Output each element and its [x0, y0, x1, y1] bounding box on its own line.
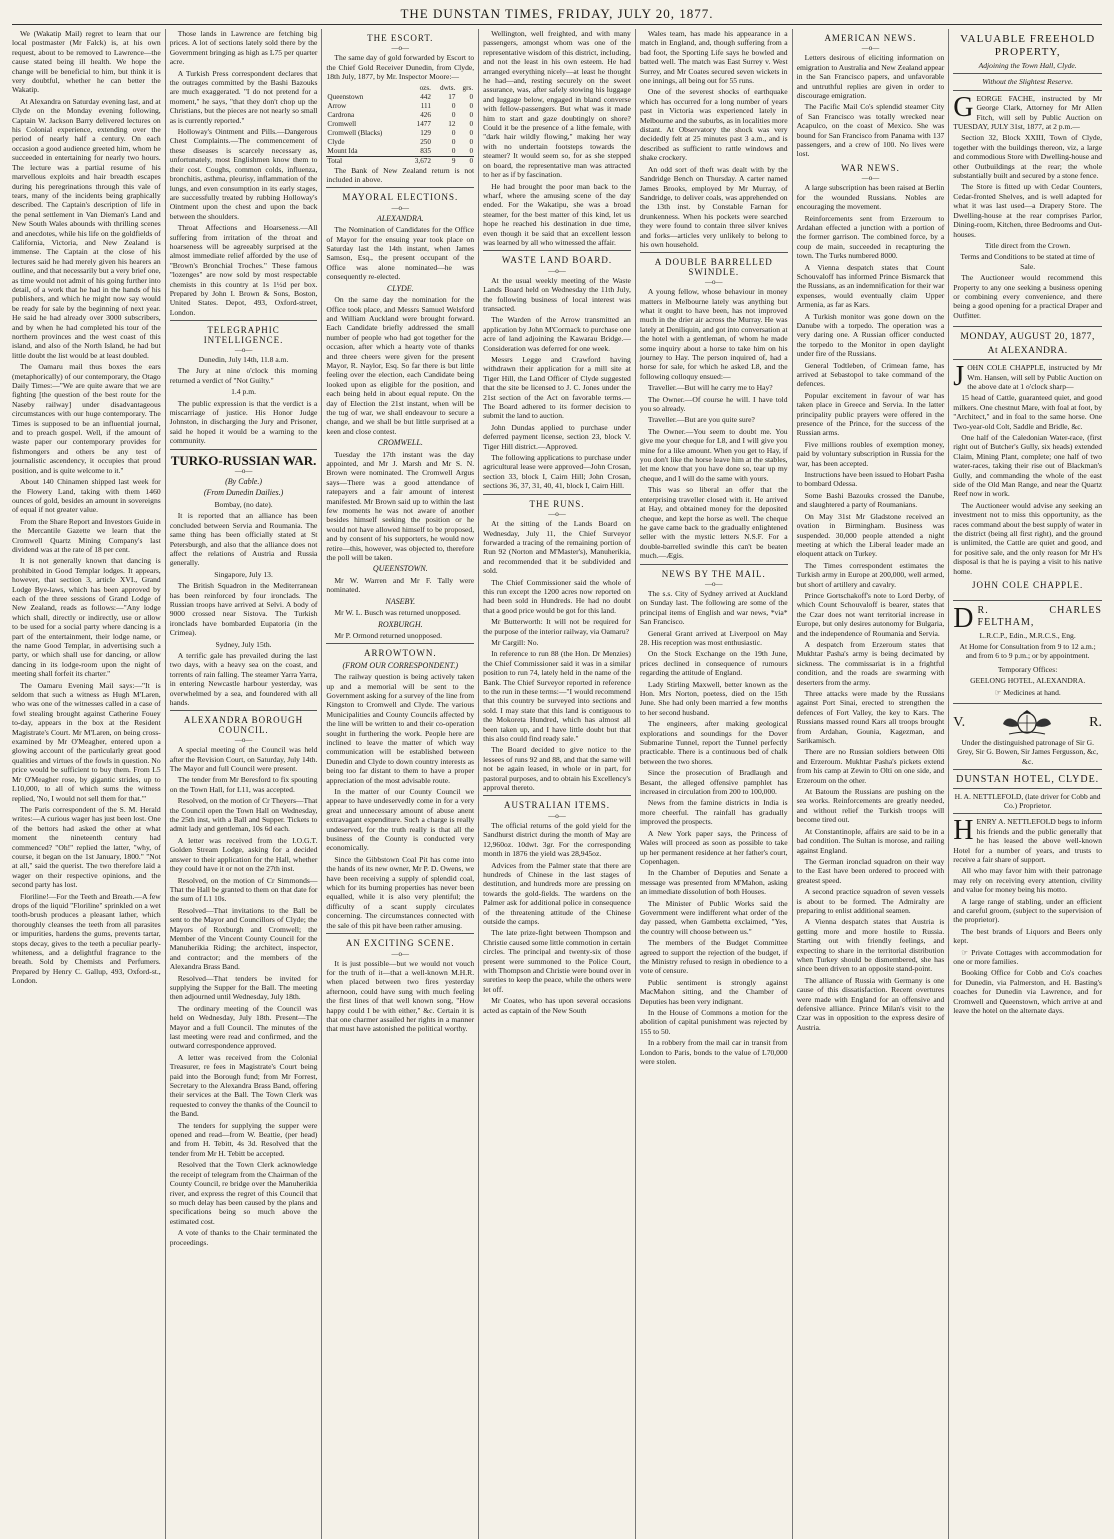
paragraph: The alliance of Russia with Germany is one cause of this dissatisfaction. Recent overtures were made with England for an offensive and defensive alliance. Prince Milan's visit to the Czar was in opposition to the express desire of Austria.	[796, 975, 945, 1032]
table-header: grs.	[462, 83, 474, 92]
ad-text: The Store is fitted up with Cedar Counters, Cedar-fronted Shelves, and is well adapted for what it was last used—a Drapery Store. The Dwelling-house at the rear comprises Parlor, Dining-room, Kitchen, three Bedrooms and Out-houses.	[953, 182, 1102, 239]
paragraph: A letter was received from the Colonial Treasurer, re fees in Magistrate's Court being paid into the Borough fund; from Mr Forrest, Secretary to the Alexandra Brass Band, offering their services at the Ball. The Town Clerk was requested to convey the thanks of the Council to the Band.	[169, 1052, 318, 1119]
table-row	[326, 129, 474, 138]
dateline: 1.4 p.m.	[231, 387, 257, 397]
divider	[170, 449, 318, 450]
paragraph: The official returns of the gold yield for the Sandhurst district during the month of May are 12,960oz. 10dwt. 3gr. For the corresponding month in 1876 the yield was 28,945oz.	[483, 820, 631, 859]
subheading: (By Cable.)	[225, 477, 262, 487]
escort-amount: 9	[432, 156, 456, 166]
subheading: ROXBURGH.	[377, 619, 423, 629]
ad-text: At Home for Consultation from 9 to 12 a.m.; and from 6 to 9 p.m.; or by appointment.	[959, 641, 1096, 661]
ad-text: Booking Office for Cobb and Co's coaches for Dunedin, via Palmerston, and H. Basting's coaches for Dunedin via Lawrence, and for Cromwell and Queenstown, which arrive at and leave the hotel on the alternate days.	[953, 968, 1102, 1016]
paragraph: In the House of Commons a motion for the abolition of capital punishment was rejected by 155 to 50.	[639, 1008, 788, 1036]
paragraph: Popular excitement in favour of war has taken place in Greece and Servia. In the latter principality public prayers were offered in the presence of the Prince, for the success of the Russian arms.	[796, 390, 945, 438]
section-heading: MAYORAL ELECTIONS.	[342, 192, 459, 203]
escort-amount: 442	[420, 92, 431, 101]
ad-text: The best brands of Liquors and Beers only kept.	[953, 926, 1102, 946]
escort-place: Arrow	[327, 101, 347, 110]
paragraph: The Chief Commissioner said the whole of this run except the 1200 acres now reported on had been sold in Hundreds. He had no doubt that a good price would be got for this land.	[483, 577, 631, 615]
ad-text: The Auctioneer would advise any seeking an investment not to miss this opportunity, as the races command about the best supply of water in the district (being all first right), and the ground is unlimited, the Cattle are quiet and good, and for positive sale, and the only reason for Mr H's disposal is that he is paying a visit to his native home.	[953, 500, 1102, 576]
paragraph: General Todtleben, of Crimean fame, has arrived at Sebastopol to take command of the defences.	[796, 360, 945, 389]
paragraph: The engineers, after making geological explorations and soundings for the Dover Submarine Tunnel, report the Tunnel perfectly practicable. There is a continuous bed of chalk between the two shores.	[639, 719, 788, 766]
paragraph: The Board decided to give notice to the lessees of runs 92 and 88, and that the same will not be again leased, in whole or in part, for pastoral purposes, and to obtain his Excellency's approval thereto.	[483, 745, 631, 793]
escort-amount: 0	[469, 137, 474, 146]
dateline: Bombay, (no date).	[214, 499, 273, 509]
paragraph: The Bank of New Zealand return is not included in above.	[326, 165, 475, 185]
paragraph: The tenders for supplying the supper were opened and read—from W. Beattie, (per head) and from H. Tebitt, 4s 3d. Resolved that the tender from Mr H. Tebitt be accepted.	[169, 1120, 318, 1158]
paragraph: Since the prosecution of Bradlaugh and Besant, the alleged offensive pamphlet has increased in circulation from 200 to 100,000.	[639, 768, 788, 797]
paragraph: A large subscription has been raised at Berlin for the wounded Russians. Nobles are encouraging the movement.	[796, 183, 945, 212]
escort-place: Queenstown	[327, 92, 364, 101]
ad-text: Under the distinguished patronage of Sir G. Grey, Sir G. Bowen, Sir James Fergusson, &c, &c.	[957, 737, 1099, 766]
column-2	[165, 29, 322, 1539]
escort-place: Total	[326, 156, 406, 166]
ad-text: L.R.C.P., Edin., M.R.C.S., Eng.	[979, 630, 1076, 640]
drop-cap: H	[953, 815, 974, 847]
paragraph: A special meeting of the Council was held after the Revision Court, on Saturday, July 14th. The Mayor and full Council were present.	[169, 745, 318, 774]
escort-amount: 835	[420, 146, 431, 155]
separator: —o—	[861, 44, 880, 53]
separator: —o—	[861, 174, 880, 183]
pointing-hand-icon: ☞	[994, 687, 1002, 697]
escort-amount: 17	[448, 92, 456, 101]
drop-cap: D	[953, 602, 975, 634]
paragraph: Traveller.—But will he carry me to Hay?	[647, 383, 773, 393]
paragraph: We (Wakatip Mail) regret to learn that our local postmaster (Mr Falck) is, at his own request, about to be removed to Lawrence—the cause stated being ill health. We hope the change will be beneficial to him, but think it is very doubtful, whether he can better the Wakatip.	[12, 29, 161, 95]
paragraph: The Nomination of Candidates for the Office of Mayor for the ensuing year took place on Saturday last the 14th instant, when James Samson, Esq., the present occupant of the Office was alone nominated—he was consequently re-elected.	[326, 225, 475, 282]
separator: —o—	[704, 278, 723, 287]
coat-of-arms-icon	[997, 710, 1057, 736]
royal-crest	[953, 710, 1102, 736]
escort-place: Cardrona	[327, 110, 355, 119]
paragraph: In a robbery from the mail car in transit from London to Paris, bonds to the value of L70,000 were stolen.	[639, 1038, 788, 1067]
paragraph: Mr Coates, who has upon several occasions acted as captain of the New South	[483, 996, 631, 1015]
section-heading: AUSTRALIAN ITEMS.	[504, 800, 610, 811]
dateline: Singapore, July 13.	[214, 569, 273, 579]
subheading: QUEENSTOWN.	[372, 564, 428, 574]
paragraph: The members of the Budget Committee agreed to support the rejection of the budget, if the Ministry refused to resign in obedience to a vote of censure.	[639, 938, 788, 976]
paragraph: From the Share Report and Investors Guide in the Mercantile Gazette we learn that the Cromwell Quartz Mining Company's last dividend was at the rate of 18 per cent.	[12, 516, 161, 554]
paragraph: The late prize-fight between Thompson and Christie caused some little commotion in certain circles. The principal and twenty-six of those present were summoned to the Police Court, with Thompson and Christie were bound over in sureties to keep the peace, while the others were let off.	[483, 928, 631, 994]
section-heading: TELEGRAPHIC INTELLIGENCE.	[203, 325, 284, 345]
escort-amount: 12	[448, 119, 456, 128]
column-5	[635, 29, 792, 1539]
divider	[640, 564, 788, 565]
paragraph: Floriline!—For the Teeth and Breath.—A few drops of the liquid "Floriline" sprinkled on a wet tooth-brush produces a pleasant lather, which thoroughly cleanses the teeth from all parasites or impurities, hardens the gums, prevents tartar, stops decay, gives to the teeth a peculiar pearly-whiteness, and a delightful fragrance to the breath. Sold by Chemists and Perfumers. Prepared by Henry C. Gallup, 493, Oxford-st., London.	[12, 891, 161, 986]
ad-heading: R. CHARLES FELTHAM,	[977, 604, 1102, 628]
ad-text: Private Cottages with accommodation for one or more families.	[953, 947, 1102, 967]
paragraph: In the matter of our County Council we appear to have undeservedly come in for a very great and unnecessary amount of abuse anent extravagant expenditure. Such a charge is really undeserved, for the truth really is that all the business of the County is conducted very economically.	[326, 787, 475, 853]
escort-amount: 0	[469, 92, 474, 101]
section-heading: THE RUNS.	[529, 498, 585, 509]
escort-amount: 129	[420, 128, 431, 137]
paragraph: There are no Russian soldiers between Olti and Erzeroum. Mukhtar Pasha's pickets extend from his camp at Zewin to Olti on one side, and Erzeroum on the other.	[796, 747, 945, 785]
table-row	[326, 147, 474, 157]
paragraph: The ordinary meeting of the Council was held on Wednesday, July 18th. Present—The Mayor and a full Council. The minutes of the last meeting were read and confirmed, and the outward correspondence approved.	[169, 1003, 318, 1051]
paragraph: Some Bashi Bazouks crossed the Danube, and slaughtered a party of Roumanians.	[796, 490, 945, 510]
paragraph: Mr W. L. Busch was returned unopposed.	[334, 608, 461, 618]
separator: —o—	[234, 467, 253, 476]
ad-text: H. A. NETTLEFOLD, (late driver for Cobb and Co.) Proprietor.	[954, 791, 1101, 810]
paragraph: At Constantinople, affairs are said to be in a bad condition. The Sultan is morose, and railing against England.	[796, 826, 945, 855]
paragraph: Lady Stirling Maxwell, better known as the Hon. Mrs Norton, poetess, died on the 15th June. She had only been married a few months to her second husband.	[639, 679, 788, 717]
paragraph: The tender from Mr Beresford to fix spouting on the Town Hall, for L11, was accepted.	[169, 775, 318, 794]
escort-amount: 0	[469, 110, 474, 119]
paragraph: The Minister of Public Works said the Government were indifferent what order of the day passed, when Gambetta exclaimed, "Yes, the country will choose between us."	[639, 898, 788, 936]
paragraph: The same day of gold forwarded by Escort to the Chief Gold Receiver Dunedin, from Clyde, 18th July, 1877, by Mr. Inspector Moore:—	[326, 53, 475, 82]
paragraph: In the Chamber of Deputies and Senate a message was presented from M'Mahon, asking an immediate dissolution of both Houses.	[639, 868, 788, 897]
paragraph: A Turkish monitor was gone down on the Danube with a torpedo. The operation was a very daring one. A Russian officer conducted the torpedo to the Monitor in open daylight under fire of the Russians.	[796, 311, 945, 359]
escort-place: Clyde	[327, 137, 345, 146]
paragraph: It is reported that an alliance has been concluded between Servia and Roumania. The same thing has been officially stated at St Petersburgh, and also that the alliance does not affect the relations of Austria and Russia generally.	[169, 511, 318, 568]
paragraph: In reference to run 88 (the Hon. Dr Menzies) the Chief Commissioner said it was in a similar position to run 74, lately held in the name of the Bank. The Chief Surveyor reported in reference to the run in these terms:—"I would recommend that this country be surveyed into sections and sold. I may state that this land is contiguous to the Mokoreta Hundred, which has almost all been taken up, and I have little doubt but that this also could find ready sale."	[483, 649, 631, 744]
pointing-hand-icon: ☞	[961, 947, 969, 957]
table-header: dwts.	[440, 83, 456, 92]
paragraph: The Jury at nine o'clock this morning returned a verdict of "Not Guilty."	[169, 366, 318, 385]
escort-amount: 426	[420, 110, 431, 119]
paragraph: A terrific gale has prevailed during the last two days, with a heavy sea on the coast, and torrents of rain falling. The steamer Yarra Yarra, in entering Newcastle harbour yesterday, was overwhelmed by a sea, and foundered with all hands.	[169, 650, 318, 707]
paragraph: On the same day the nomination for the Office took place, and Messrs Samuel Welsford and William Auckland were brought forward. Each Candidate briefly addressed the small number of people who had got together for the occasion, after which a hearty vote of thanks and three cheers were given for the present Mayor, R. Naylor, Esq. So far there is but little feeling over the election, each Candidate being looked upon as eligible for the position, and each being held in about equal repute. On the day of Election the 21st instant, when will be the tug of war, we shall endeavour to secure a change, and we shall be but little surprised at a keen and close contest.	[326, 295, 475, 436]
escort-amount: 0	[451, 137, 456, 146]
ad-signature: JOHN COLE CHAPPLE.	[972, 580, 1084, 591]
ad-text: Terms and Conditions to be stated at time of Sale.	[960, 252, 1095, 271]
paragraph: Those lands in Lawrence are fetching big prices. A lot of sections lately sold there by the Government bringing as high as L75 per quarter acre.	[169, 29, 318, 67]
paragraph: Holloway's Ointment and Pills.—Dangerous Chest Complaints.—The commencement of these diseases is scarcely necessary as, unfortunately, most Englishmen know them to their cost. Coughs, common colds, influenza, bronchitis, asthma, pleurisy, inflammation of the lungs, and even consumption in its early stages, are successfully treated by rubbing Holloway's Ointment upon the chest and upon the back between the shoulders.	[169, 127, 318, 221]
section-heading: AN EXCITING SCENE.	[345, 938, 455, 949]
paragraph: Reinforcements sent from Erzeroum to Ardahan effected a junction with a portion of the former garrison. The combined force, by a coup de main, succeeded in recapturing the town. The Turks numbered 8000.	[796, 213, 945, 261]
paragraph: A second practice squadron of seven vessels is about to be formed. The Admiralty are preparing to enlist additional seamen.	[796, 887, 945, 915]
ad-text: OHN COLE CHAPPLE, instructed by Mr Wm. Hansen, will sell by Public Auction on the above date at 1 o'clock sharp—	[967, 363, 1102, 391]
dateline: Dunedin, July 14th, 11.8 a.m.	[198, 355, 289, 364]
paragraph: A young fellow, whose behaviour in money matters in Melbourne lately was anything but what it ought to have been, has not improved much in the drier air across the Murray. He was lately at Deniliquin, and got into conversation at the hotel with a gentleman, of whom he made some inquiry about a horse to take him on his journey to Hay. The person inquired of, had a horse for sale, for which he asked L8, and the following colloquy ensued:—	[639, 287, 788, 381]
escort-amount: 0	[469, 128, 474, 137]
escort-amount: 0	[451, 128, 456, 137]
table-header	[326, 84, 406, 93]
paragraph: Five millions roubles of exemption money, paid by voluntary subscription in Russia for the war, has been accepted.	[796, 439, 945, 468]
escort-table-body	[326, 93, 474, 166]
paragraph: The railway question is being actively taken up and a memorial will be sent to the Government asking for a survey of the line from Kingston to Cromwell and Clyde. The various Municipalities and County Councils affected by the line will be written to and their co-operation sought in furthering the work. People here are inclined to leave the matter of which way communication will be established between Dunedin and Clyde to down country interests as being too far distant to them to have a proper appreciation of the most advisable route.	[326, 672, 475, 785]
ad-text: Temporary Offices:	[997, 664, 1058, 674]
divider	[170, 710, 318, 711]
escort-amount: 1477	[416, 119, 431, 128]
paragraph: A Vienna despatch states that Count Schouvaloff has informed Prince Bismarck that the Russians, as an indemnification for their war expenses, would eventually claim Upper Armenia, as far as Kars.	[796, 262, 945, 310]
divider	[953, 90, 1102, 91]
ad-text	[953, 688, 1102, 697]
section-heading: AMERICAN NEWS.	[824, 33, 917, 43]
section-heading: THE ESCORT.	[367, 33, 434, 43]
crest-letter: R.	[1089, 715, 1102, 731]
ad-date-heading: At ALEXANDRA.	[987, 345, 1068, 357]
paragraph: A vote of thanks to the Chair terminated the proceedings.	[169, 1228, 318, 1247]
paragraph: Messrs Legge and Crawford having withdrawn their application for a mill site at Tiger Hill, the Land Officer of Clyde suggested that the site be licensed to J. C. Jones under the 21st section of the Act on favorable terms.—The Board adhered to its former decision to submit the land to auction.	[483, 355, 631, 421]
table-row	[326, 111, 474, 120]
divider	[326, 187, 474, 188]
ad-text: A large range of stabling, under an efficient and careful groom, (subject to the supervision of the proprietor).	[953, 896, 1102, 925]
escort-amount: 3,672	[406, 156, 432, 166]
paragraph: Three attacks were made by the Russians against Port Sinai, erected to strengthen the defences of Fort Valley, the key to Kars. The Russians massed round Kars all troops brought from Ardahan, Gounia, Kagezman, and Sarikamisch.	[796, 689, 945, 746]
table-row	[326, 102, 474, 111]
paragraph: Prince Gortschakoff's note to Lord Derby, of which Count Schouvaloff is bearer, states that the Czar does not want territorial increase in Europe, but only desires autonomy for Bulgaria, and the independence of Roumania and Servia.	[796, 590, 945, 638]
escort-amount: 250	[420, 137, 431, 146]
paragraph: Mr Butterworth: It will not be required for the purpose of the interior railway, via Oamaru?	[483, 617, 631, 636]
divider	[640, 252, 788, 253]
paragraph: The Oamaru Evening Mail says:—"It is seldom that such a witness as Hugh M'Laren, who was one of the witnesses called in a case of fowl stealing brought against Catherine Fouey to-day, appears in the box at the Resident Magistrate's Court. Mr M'Laren, on being cross-examined by Mr O'Meagher, entered upon a glowing account of the particularly great good qualities and virtues of the fowls in question. No price would be sufficient to buy them. From L5 Mr O'Meagher rose, by gigantic strides, up to L10,000, to all of which sums the witness replied, 'No, I would not sell them for that.'"	[12, 680, 161, 803]
column-1	[8, 29, 165, 1539]
drop-cap: J	[953, 361, 965, 393]
drop-cap: G	[953, 91, 974, 123]
divider	[170, 320, 318, 321]
paragraph: On May 31st Mr Gladstone received an ovation in Birmingham. Business was suspended. 30,000 people attended a night meeting at which the Liberal leader made an eloquent attack on Turkey.	[796, 511, 945, 559]
ad-cattle-auction	[953, 331, 1102, 600]
paragraph: A New York paper says, the Princess of Wales will proceed as soon as possible to take up her permanent residence at her father's court, Copenhagen.	[639, 828, 788, 866]
section-heading: WAR NEWS.	[840, 162, 900, 173]
divider	[483, 250, 631, 251]
ad-date-heading: MONDAY, AUGUST 20, 1877,	[960, 331, 1095, 343]
escort-amount: 0	[469, 119, 474, 128]
paragraph: This was so liberal an offer that the enterprising traveller closed with it. He arrived at Hay, and obtained money for the deposited cheque, and kept the horse as well. The cheque he gave came back to the gradually enlightened seller with the mystic letters N.S.F. For a double-barrelled swindle this can't be beaten much.—Ægis.	[639, 485, 788, 561]
paragraph: Advices from the Palmer state that there are hundreds of Chinese in the last stages of destitution, and hundreds more are pressing on towards the gold-fields. The wardens on the Palmer ask for additional police in consequence of the threatening attitude of the Chinese outside the camps.	[483, 860, 631, 926]
separator: —o—	[391, 44, 410, 53]
paragraph: Resolved—That tenders be invited for supplying the Supper for the Ball. The meeting then adjourned until Wednesday, July 18th.	[169, 973, 318, 1002]
ad-text: One half of the Caledonian Water-race, (first right out of Butcher's Gully, six heads) extended Claim, Mining Plant, complete; one half of two water-races, taking their rise out of Blackman's Gully, and commanding the whole of the east side of the Old Man Range, and near the Quartz Reef now in work.	[953, 433, 1102, 499]
escort-amount: 0	[451, 146, 456, 155]
paragraph: He had brought the poor man back to the wharf, where the amusing scene of the day ended. For the Wakatipu, she was a broad steamer, for the best matter of this kind, let us hope he reached his destination in due time, even though it be said that an excellent lesson was learned by all who witnessed the affair.	[483, 181, 631, 247]
separator: —o—	[548, 266, 566, 275]
ad-text: ENRY A. NETTLEFOLD begs to inform his friends and the public generally that he has leased the above well-known Hotel for a number of years, and trusts to receive a fair share of support.	[953, 817, 1102, 864]
paragraph: The Times correspondent estimates the Turkish army in Europe at 200,000, well armed, but short of artillery and cavalry.	[796, 560, 945, 589]
separator: —o—	[234, 346, 253, 354]
table-row	[326, 93, 474, 102]
masthead: THE DUNSTAN TIMES, FRIDAY, JULY 20, 1877.	[12, 6, 1102, 25]
paragraph: John Dundas applied to purchase under deferred payment license, section 23, block V. Tiger Hill district.—Approved.	[483, 422, 631, 451]
paragraph: A Turkish Press correspondent declares that the outrages committed by the Bashi Bazouks are much exaggerated. "I do not pretend for a moment," he says, "that they don't chop up the Christians, but the pieces are not nearly so small as is currently reported."	[169, 68, 318, 125]
paragraph: At Alexandra on Saturday evening last, and at Clyde on the Monday evening following, Captain W. Jackson Barry delivered lectures on his Colonial experience, extending over the period of nearly half a century. On each occasion a good audience greeted him, whom he succeeded in entertaining for nearly two hours. The lecture was a partial resume of his marvellous exploits and hair breadth escapes during his peregrinations through this vale of tears, many of the incidents being graphically described. The Captain's description of life in the penal settlement in Van Dieman's Land and New South Wales abounds with thrilling scenes and anecdotes, while his life on the goldfields of California, Victoria, and New Zealand is immense. The Captain at the close of his lectures said he had merely given his hearers an outline, and that necessarily but a very brief one, as time would not admit of his going further into detail, of a work that he had in the hands of his publishers, and which he might now say would be ready for sale by the beginning of next year. He said he had already over 3000 subscribers, and by when he had completed his tour of the northern provinces and the west coast of this island, and also of the North Island, he had but little doubt the list would be at least doubled.	[12, 96, 161, 360]
paragraph: Resolved, on the motion of Cr Simmonds—That the Hall be granted to them on that date for the sum of L1 10s.	[169, 875, 318, 904]
ad-text: GEELONG HOTEL, ALEXANDRA.	[970, 676, 1086, 686]
divider	[953, 359, 1102, 360]
escort-amount: 0	[456, 156, 474, 166]
ad-subheading: Adjoining the Town Hall, Clyde.	[978, 61, 1077, 70]
ad-text: The Auctioneer would recommend this Property to any one seeking a business opening or combining every convenience, and there being a good opening for a practical Draper and Outfitter.	[953, 273, 1102, 320]
separator: —o—	[548, 510, 566, 519]
paragraph: The Paris correspondent of the S. M. Herald writes:—A curious wager has just been lost. One of the bettors had asked the other at what moment the nineteenth century had commenced? "Oh!" replied the latter, "why, of course, it began on the 1st January, 1800." "Not at all," said the querist. The two therefore laid a wager on their respective opinions, and the second party has lost.	[12, 804, 161, 890]
divider	[483, 494, 631, 495]
subheading: ALEXANDRA.	[376, 213, 424, 223]
paragraph: A Vienna despatch states that Austria is getting more and more hostile to Russia. Starting out with friendly feelings, and expecting to share in the territorial distribution when Turkey should be dismembered, she has since been driven to an opposite stand-point.	[796, 917, 945, 974]
separator: —o—	[391, 949, 410, 958]
paragraph: Resolved that the Town Clerk acknowledge the receipt of telegram from the Chairman of the County Council, re bridge over the Manuherikia river, and express the regret of this Council that so much delay has been caused by the plans and specifications being so much above the estimated cost.	[169, 1160, 318, 1226]
paragraph: Tuesday the 17th instant was the day appointed, and Mr J. Marsh and Mr S. N. Brown were nominated. The Cromwell Argus says—There was a good attendance of ratepayers and a fair amount of interest manifested. Mr Brown said up to within the last few moments he was not aware of another besides himself seeking the position or he would not have allowed himself to be proposed, and by consent of his supporters, he would now retire—this, however, was objected to, therefore the poll will be taken.	[326, 449, 475, 563]
escort-table	[326, 84, 474, 166]
paragraph: At the sitting of the Lands Board on Wednesday, July 11, the Chief Surveyor forwarded a tracing of the remaining portion of Run 92 (Norton and M'Master's), Manuherikia, and recommended that it be subdivided and sold.	[483, 519, 631, 576]
paragraph: An odd sort of theft was dealt with by the Sandridge Bench on Thursday. A carter named James Brooks, employed by Mr Murray, of Sandridge, to deliver coals, was apprehended on the 13th inst. by Constable Farnan for drunkenness. When his pockets were searched they were found to contain three silver knives and forks—articles very unlikely to belong to his own household.	[639, 164, 788, 249]
paragraph: A letter was received from the I.O.G.T. Golden Stream Lodge, asking for a decided answer to their application for the Hall, whether they could have it or not on the 27th inst.	[169, 835, 318, 874]
dateline: Sydney, July 15th.	[215, 639, 272, 649]
divider	[483, 795, 631, 796]
paragraph: The Oamaru mail thus boxes the ears (metaphorically) of our contemporary, the Otago Daily Times:—"We are quite aware that we are fighting [the question of the best route for the Naseby railway] under disadvantageous circumstances with our huge contemporary. The Times is supposed to be an influential journal, and to preach gospel. Well, if the amount of waste paper our contemporary provides for fishmongers and others be any test of journalistic ascendency, it occupies that proud position, and is quite welcome to it."	[12, 362, 161, 475]
paragraph: Mr W. Warren and Mr F. Tally were nominated.	[326, 575, 475, 595]
paragraph: The Warden of the Arrow transmitted an application by John M'Cormack to purchase one acre of land adjoining the Kawarau Bridge.—Consideration was deferred for one week.	[483, 315, 631, 353]
ad-text: EORGE FACHE, instructed by Mr George Clark, Attorney for Mr Allen Fitch, will sell by Public Auction on TUESDAY, JULY 31st, 1877, at 2 p.m.—	[953, 93, 1102, 132]
ad-doctor	[953, 602, 1102, 704]
crest-letter: V.	[953, 715, 966, 731]
divider	[953, 769, 1102, 770]
subheading: CLYDE.	[386, 283, 414, 293]
escort-amount: 111	[420, 101, 431, 110]
ad-subheading: Without the Slightest Reserve.	[982, 77, 1073, 87]
divider	[953, 73, 1102, 74]
paragraph: The Owner.—You seem to doubt me. You give me your cheque for L8, and I will give you mine for a like amount. When you get to Hay, if you don't like the horse leave him at the stables, let me know that you have done so, tear up my cheque, and I will do the same with yours.	[639, 426, 788, 483]
section-heading: WASTE LAND BOARD.	[501, 255, 613, 266]
column-6	[792, 29, 949, 1539]
subheading: (FROM OUR CORRESPONDENT.)	[342, 660, 459, 670]
section-heading: ARROWTOWN.	[363, 648, 437, 659]
divider	[326, 643, 474, 644]
paragraph: The s.s. City of Sydney arrived at Auckland on Sunday last. The following are some of the principal items of English and war news, *via* San Francisco.	[639, 588, 788, 627]
ad-text: Medicines at hand.	[1003, 687, 1061, 697]
separator: —o—	[234, 736, 253, 745]
paragraph: Throat Affections and Hoarseness.—All suffering from irritation of the throat and hoarseness will be agreeably surprised at the almost immediate relief afforded by the use of "Brown's Bronchial Troches." These famous "lozenges" are now sold by most respectable chemists in this country at 1s 1½d per box. Prepared by John I. Brown & Sons, Boston, United States. Depot, 493, Oxford-street, London.	[169, 223, 318, 317]
separator: —o—	[704, 579, 723, 588]
paragraph: News from the famine districts in India is more cheerful. The rainfall has gradually improved the prospects.	[639, 798, 788, 827]
paragraph: One of the severest shocks of earthquake which has occurred for a long number of years past in Victoria was experienced lately in Melbourne and the suburbs, as in localities more distant. At Observatory the shock was very decidedly felt at 25 minutes past 3 a.m., and is described as sufficient to rattle windows and shake crockery.	[639, 87, 788, 163]
paragraph: General Grant arrived at Liverpool on May 28. His reception was most enthusiastic.	[639, 628, 788, 647]
section-heading: TURKO-RUSSIAN WAR.	[170, 452, 317, 468]
divider	[326, 933, 474, 934]
section-heading: ALEXANDRA BOROUGH COUNCIL.	[183, 715, 304, 735]
subheading: (From Dunedin Dailies.)	[203, 488, 284, 498]
ad-text	[953, 948, 1102, 967]
table-header-row	[326, 84, 474, 93]
section-heading: NEWS BY THE MAIL.	[661, 568, 766, 579]
paragraph: Since the Gibbstown Coal Pit has come into the hands of its new owner, Mr P. D. Owens, we have been receiving a supply of splendid coal, which for its burning properties has never been equalled, while it is also very plentiful; the difficulty of a scant supply circulates concerning. The circumstances connected with the sale of this pit have been rather amusing.	[326, 854, 475, 930]
paragraph: Letters desirous of eliciting information on emigration to Australia and New Zealand appear in the San Francisco papers, and unfavorable and untruthful replies are given in order to discourage emigration.	[796, 53, 945, 101]
paragraph: Wales team, has made his appearance in a match in England, and, though suffering from a bad foot, the Sporting Life says he bowled and batted well. The match was East Surrey v. West Surrey, and Mr Coates secured seven wickets in one innings, all being out for 55 runs.	[639, 29, 788, 86]
ad-freehold-property	[953, 33, 1102, 327]
divider	[953, 788, 1102, 789]
ad-heading: VALUABLE FREEHOLD PROPERTY,	[960, 33, 1096, 58]
escort-amount: 0	[469, 146, 474, 155]
paragraph: Public sentiment is strongly against MacMahon sitting, and the Chamber of Deputies has been very indignant.	[639, 977, 788, 1006]
subheading: CROMWELL.	[377, 438, 423, 448]
ad-dunstan-hotel	[953, 775, 1102, 1015]
escort-place: Cromwell (Blacks)	[327, 128, 383, 137]
paragraph: Traveller.—But are you quite sure?	[647, 415, 755, 425]
paragraph: The Pacific Mail Co's splendid steamer City of San Francisco was totally wrecked near Acapulco, on the coast of Mexico. She was bound for San Francisco from Panama with 137 passengers, and a crew of 100. No lives were lost.	[796, 102, 945, 159]
ad-text: Section 32, Block XXIII, Town of Clyde, together with the buildings thereon, viz, a large and commodious Store with Dwelling-house and other Outbuildings at the rear; the whole substantially built and secured by a stone fence.	[953, 133, 1102, 181]
paragraph: Resolved—That invitations to the Ball be sent to the Mayor and Councillors of Clyde; the Mayors of Roxburgh and Cromwell; the Member of the Vincent County Council for the Manuherikia Riding; the architect, inspector, and contractor; and the members of the Alexandra Brass Band.	[169, 905, 318, 972]
escort-amount: 0	[451, 101, 456, 110]
paragraph: On the Stock Exchange on the 19th June, prices declined in consequence of rumours regarding the attitude of England.	[639, 649, 788, 678]
escort-amount: 0	[451, 110, 456, 119]
paragraph: About 140 Chinamen shipped last week for the Flowery Land, taking with them 1460 ounces of gold, besides an amount in sovereigns of equal if not greater value.	[12, 477, 161, 515]
ad-heading: DUNSTAN HOTEL, CLYDE.	[956, 774, 1100, 786]
paragraph: Mr P. Ormond returned unopposed.	[334, 630, 442, 640]
column-7-advertisements	[948, 29, 1106, 1539]
paragraph: The Owner.—Of course he will. I have told you so already.	[639, 394, 788, 414]
columns	[8, 29, 1106, 1539]
separator: —o—	[391, 203, 410, 212]
table-header: ozs.	[419, 83, 431, 92]
total-row	[326, 156, 474, 166]
paragraph: The British Squadron in the Mediterranean has been reinforced by four ironclads. The Russian troops have arrived at Selvi. A body of 9000 crossed near Sistova. The Turkish ironclads have bombarded Eupatoria (in the Crimea).	[169, 581, 318, 638]
ad-text: Title direct from the Crown.	[984, 240, 1071, 250]
paragraph: Resolved, on the motion of Cr Theyers—That the Council open the Town Hall on Wednesday, the 25th inst, with a Ball and Supper. Tickets to admit lady and gentleman, 10s 6d each.	[169, 796, 318, 834]
escort-amount: 0	[469, 101, 474, 110]
section-heading: A DOUBLE BARRELLED SWINDLE.	[654, 257, 773, 277]
paragraph: Mr Cargill: No.	[491, 637, 539, 647]
paragraph: At the usual weekly meeting of the Waste Lands Board held on Wednesday the 11th July, the following business of local interest was transacted.	[483, 275, 631, 313]
paragraph: The following applications to purchase under agricultural lease were approved—John Crosan, section 33, block I, Cairn Hill; John Crosan, sections 36, 37, 31, 40, 41, block I, Cairn Hill.	[483, 453, 631, 491]
ad-text: 15 head of Cattle, guaranteed quiet, and good milkers. One chestnut Mare, with foal at foot, by "Architect," and in foal to the same horse. One Two-year-old Colt, Saddle and Bridle, &c.	[953, 393, 1102, 431]
paragraph: The German ironclad squadron on their way to the East have been ordered to proceed with greatest speed.	[796, 856, 945, 885]
table-row	[326, 120, 474, 129]
column-4	[478, 29, 635, 1539]
table-row	[326, 138, 474, 147]
paragraph: It is not generally known that dancing is prohibited in Good Templar lodges. It appears, however, that section 3, article XVI., Grand Lodge Bye-laws, which has been approved by each of the three sessions of Grand Lodge of New Zealand, reads as follows:—"Any lodge which shall, directly or indirectly, use or allow to be used for a social party where dancing is a part of the entertainment, their lodge name, or the name Good Templar, in advertising such a party, or which shall use for dancing, or allow dancing in its lodge-room upon the night of meeting shall forfeit its charter."	[12, 556, 161, 679]
escort-place: Mount Ida	[327, 146, 358, 155]
escort-place: Cromwell	[327, 119, 357, 128]
ad-text: All who may favor him with their patronage may rely on receiving every attention, civility and value for money being his motto.	[953, 866, 1102, 895]
divider	[953, 813, 1102, 814]
separator: —o—	[548, 811, 566, 820]
paragraph: A despatch from Erzeroum states that Mukhtar Pasha's army is being decimated by sickness. The commissariat is in a frightful condition, and the roads are swarming with deserters from the army.	[796, 639, 945, 687]
paragraph: At Batoum the Russians are pushing on the sea works. Reinforcements are greatly needed, and without relief the Turkish troops will become tired out.	[796, 787, 945, 825]
paragraph: Instructions have been issued to Hobart Pasha to bombard Odessa.	[796, 470, 945, 489]
column-3	[321, 29, 478, 1539]
paragraph: Wellington, well freighted, and with many passengers, amongst whom was one of the representative wisdom of this district, including, and not the least in his own esteem. He had arranged everything nicely—at least he thought he had—and, resting securely on the sweet assurance, was, after safely stowing his luggage and luggage below, engaged in bland converse with fellow-passengers. But what was it made him to start and gaze doubtingly on shore? Could it be the presence of a lithe female, with "dark hair wildly flowing," making her way with no undertain footsteps towards the steamer? It would seem so, for as she stepped on board, the representative man was attracted to her as if by fascination.	[483, 29, 631, 180]
paragraph: It is just possible—but we would not vouch for the truth of it—that a well-known M.H.R. when placed between two fires yesterday afternoon, could have sung with much feeling the first lines of that well known song, "How happy could I be with either," &c. Certain it is that one charmer assailed her rights in a manner that must have astonished the political worthy.	[326, 958, 475, 1034]
subheading: NASEBY.	[385, 596, 416, 606]
paragraph: The public expression is that the verdict is a miscarriage of justice. His Honor Judge Johnston, in discharging the Jury and Prisoner, said he hoped it would be a warning to the community.	[169, 398, 318, 446]
